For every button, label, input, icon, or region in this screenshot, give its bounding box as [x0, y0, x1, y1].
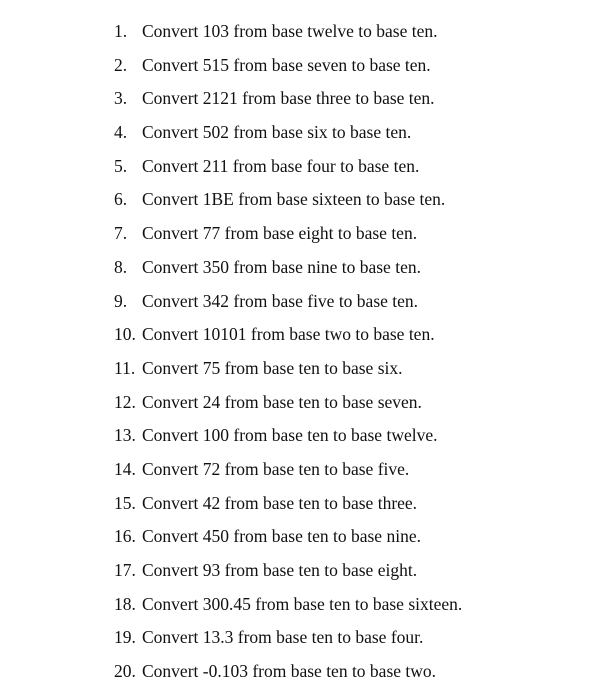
item-number: 5. [114, 155, 128, 176]
item-text: Convert 10101 from base two to base ten. [142, 324, 435, 345]
item-text: Convert 77 from base eight to base ten. [142, 223, 418, 244]
item-number: 16. [114, 526, 136, 547]
item-text: Convert 42 from base ten to base three. [142, 492, 418, 513]
list-item [0, 487, 616, 521]
item-text: Convert 93 from base ten to base eight. [142, 560, 418, 580]
list-item [0, 318, 616, 352]
list-item [0, 116, 616, 150]
item-number: 12. [114, 391, 136, 412]
item-text: Convert 100 from base ten to base twelve. [142, 425, 438, 446]
item-number: 10. [114, 324, 136, 345]
list-item [0, 655, 616, 689]
list-item [0, 251, 616, 285]
item-text: Convert 350 from base nine to base ten. [142, 256, 421, 277]
item-text: Convert 450 from base ten to base nine. [142, 526, 421, 547]
item-text: Convert 211 from base four to base ten. [142, 155, 420, 176]
item-number: 2. [114, 54, 128, 75]
item-number: 13. [114, 425, 136, 446]
item-number: 6. [114, 189, 128, 210]
item-number: 3. [114, 88, 128, 109]
list-item [0, 150, 616, 184]
item-text: Convert 515 from base seven to base ten. [142, 54, 431, 75]
item-number: 14. [114, 458, 136, 479]
list-item [0, 183, 616, 217]
item-text: Convert 24 from base ten to base seven. [142, 391, 422, 412]
item-text: Convert -0.103 from base ten to base two. [142, 661, 437, 682]
list-item [0, 352, 616, 386]
item-text: Convert 103 from base twelve to base ten. [142, 21, 438, 41]
item-text: Convert 1BE from base sixteen to base ten. [142, 189, 446, 210]
item-number: 11. [114, 357, 136, 378]
list-item [0, 49, 616, 83]
item-text: Convert 502 from base six to base ten. [142, 122, 412, 143]
list-item [0, 588, 616, 622]
item-text: Convert 72 from base ten to base five. [142, 458, 410, 479]
item-number: 4. [114, 122, 128, 143]
list-item [0, 285, 616, 319]
item-number: 7. [114, 223, 128, 244]
list-item [0, 621, 616, 655]
item-number: 9. [114, 290, 128, 311]
list-item [0, 82, 616, 116]
item-number: 20. [114, 661, 136, 682]
list-item [0, 15, 616, 49]
item-text: Convert 300.45 from base ten to base sixteen. [142, 593, 463, 614]
item-number: 15. [114, 492, 136, 513]
item-number: 8. [114, 256, 128, 277]
item-number: 17. [114, 560, 136, 580]
list-item [0, 386, 616, 420]
problem-list [0, 15, 616, 689]
list-item [0, 453, 616, 487]
list-item [0, 520, 616, 554]
item-text: Convert 342 from base five to base ten. [142, 290, 419, 311]
item-number: 1. [114, 21, 128, 41]
list-item [0, 217, 616, 251]
item-text: Convert 2121 from base three to base ten. [142, 88, 435, 109]
item-text: Convert 75 from base ten to base six. [142, 357, 403, 378]
list-item [0, 419, 616, 453]
list-item [0, 554, 616, 588]
item-text: Convert 13.3 from base ten to base four. [142, 627, 424, 648]
item-number: 19. [114, 627, 136, 648]
item-number: 18. [114, 593, 136, 614]
